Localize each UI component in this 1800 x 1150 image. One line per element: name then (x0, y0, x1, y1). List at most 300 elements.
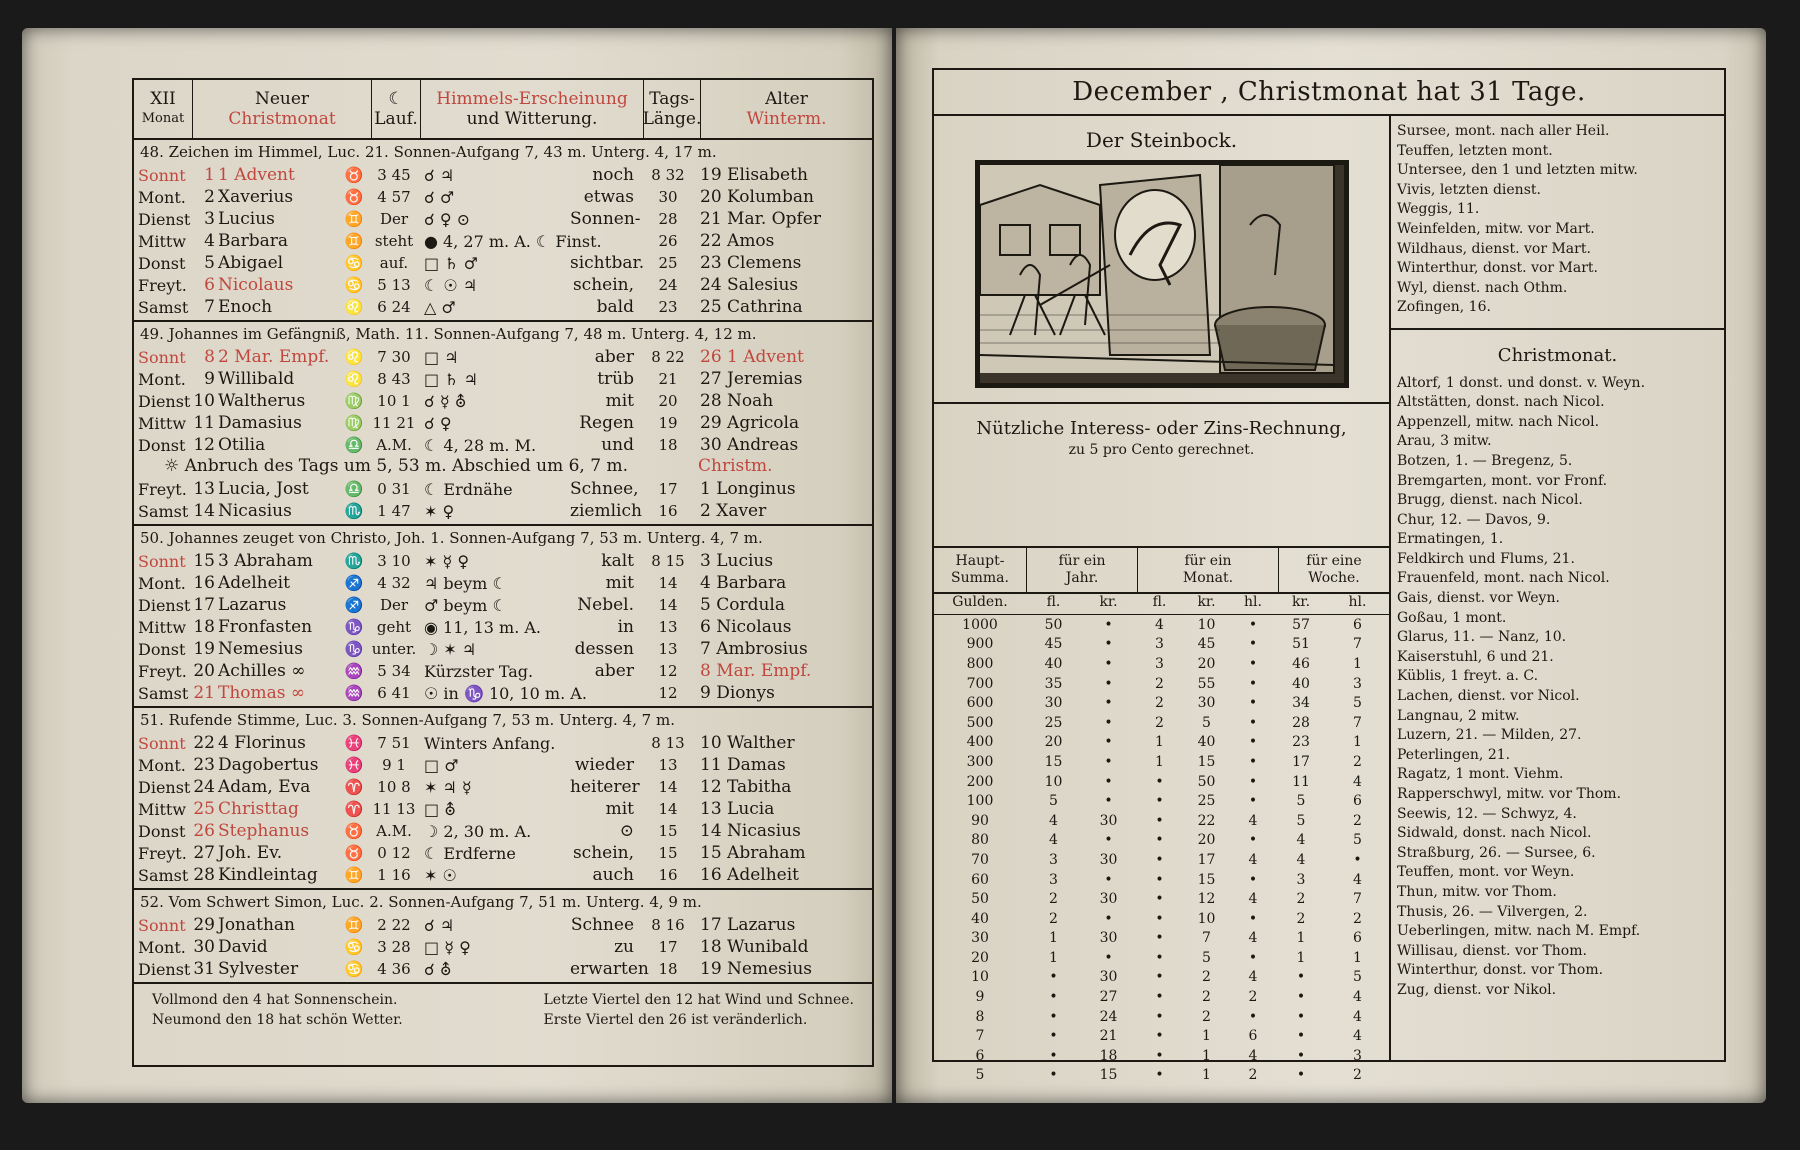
weekday: Donst (138, 639, 186, 659)
moon-time: A.M. (376, 436, 412, 454)
day-row (134, 616, 872, 638)
interest-cell: • (1155, 989, 1164, 1006)
interest-row (934, 654, 1389, 674)
interest-cell: 4 (1353, 871, 1362, 888)
weather: sichtbar. (570, 253, 645, 273)
day-row (134, 230, 872, 252)
interest-cell: • (1296, 1028, 1306, 1045)
moon-time: 7 30 (377, 348, 411, 366)
interest-cell: 1 (1155, 753, 1164, 770)
weekday: Sonnt (138, 165, 186, 185)
interest-cell: 2 (1202, 969, 1211, 986)
day-row (134, 754, 872, 776)
weekday: Freyt. (138, 275, 187, 295)
market-entry: Seewis, 12. — Schwyz, 4. (1397, 805, 1577, 822)
moon-time: 3 10 (377, 552, 411, 570)
market-entry: Teuffen, letzten mont. (1397, 142, 1553, 159)
day-row (134, 500, 872, 522)
interest-cell: 6 (1353, 930, 1362, 947)
interest-row (934, 772, 1389, 792)
aspect: △ ♂ (424, 297, 456, 317)
day-number: 18 (193, 617, 215, 637)
day-number: 10 (193, 391, 215, 411)
market-entry: Brugg, dienst. nach Nicol. (1397, 492, 1583, 509)
zodiac-sign: ♌ (344, 298, 364, 316)
zodiac-sign: ♎ (344, 436, 364, 454)
principal-header: Haupt- Summa. (934, 548, 1027, 592)
interest-cell: 35 (1044, 675, 1063, 692)
saint-name: Jonathan (218, 915, 295, 935)
interest-cell: • (1104, 675, 1113, 692)
aspect: ☌ ☿ ⛢ (424, 391, 467, 411)
market-entry: Zofingen, 16. (1397, 299, 1491, 316)
saint-name: Otilia (218, 435, 266, 455)
old-calendar-saint: 6 Nicolaus (700, 617, 792, 637)
interest-cell: 20 (1044, 734, 1063, 751)
zodiac-sign: ♑ (344, 640, 364, 658)
weekday: Samst (138, 297, 189, 317)
aspect: ✶ ☉ (424, 865, 457, 885)
market-entry: Winterthur, donst. vor Thom. (1397, 962, 1604, 979)
interest-cell: 30 (1099, 969, 1118, 986)
interest-cell: 15 (1197, 753, 1216, 770)
interest-cell: 5 (1296, 812, 1306, 829)
interest-cell: 7 (1202, 930, 1211, 947)
old-calendar-saint: 28 Noah (700, 391, 774, 411)
interest-cell: 2 (1248, 989, 1258, 1006)
market-entry: Kaiserstuhl, 6 und 21. (1397, 648, 1554, 665)
day-row (134, 412, 872, 434)
market-entry: Arau, 3 mitw. (1397, 433, 1492, 450)
weather: ziemlich (570, 501, 642, 521)
day-number: 31 (193, 959, 215, 979)
market-entry: Teuffen, mont. vor Weyn. (1397, 864, 1575, 881)
interest-cell: • (1104, 636, 1113, 653)
weekday: Mont. (138, 573, 186, 593)
interest-cell: 800 (966, 655, 994, 672)
aspect: □ ♂ (424, 755, 459, 775)
old-calendar-saint: 3 Lucius (700, 551, 774, 571)
market-entry: Frauenfeld, mont. nach Nicol. (1397, 570, 1610, 587)
moon-time: 2 22 (377, 916, 411, 934)
calendar-week (134, 708, 872, 890)
saint-name: 1 Advent (218, 165, 295, 185)
moon-time: 10 1 (377, 392, 411, 410)
aspect: ☾ Erdferne (424, 843, 516, 863)
interest-cell: • (1104, 793, 1113, 810)
old-calendar-saint: 12 Tabitha (700, 777, 792, 797)
market-entry: Weggis, 11. (1397, 201, 1480, 218)
per-month-header: für ein Monat. (1138, 548, 1279, 592)
interest-cell: 2 (1155, 714, 1164, 731)
interest-cell: 23 (1292, 734, 1310, 751)
day-number: 3 (204, 209, 215, 229)
interest-cell: • (1104, 655, 1113, 672)
interest-cell: 40 (1044, 655, 1063, 672)
interest-cell: 10 (1044, 773, 1063, 790)
moon-time: 3 28 (377, 938, 411, 956)
weather: Sonnen- (570, 209, 641, 229)
interest-cell: • (1049, 969, 1058, 986)
day-row (134, 368, 872, 390)
market-entry: Küblis, 1 freyt. a. C. (1397, 668, 1539, 685)
old-calendar-saint: 13 Lucia (700, 799, 775, 819)
old-calendar-saint: 4 Barbara (700, 573, 787, 593)
interest-cell: 1 (1049, 930, 1058, 947)
day-length: 20 (658, 392, 678, 410)
zodiac-heading: Der Steinbock. (1085, 128, 1238, 152)
interest-cell: 4 (1296, 832, 1306, 849)
moon-time: steht (374, 232, 414, 250)
interest-cell: 10 (1197, 616, 1216, 633)
weather: dessen (574, 639, 634, 659)
weather: etwas (583, 187, 634, 207)
day-number: 1 (204, 165, 215, 185)
saint-name: Fronfasten (218, 617, 313, 637)
interest-cell: 15 (1197, 871, 1216, 888)
interest-cell: 4 (1353, 989, 1362, 1006)
interest-cell: 6 (975, 1047, 985, 1064)
moon-time: 1 47 (377, 502, 411, 520)
notes-right: Letzte Viertel den 12 hat Wind und Schnee. Erste Viertel den 26 ist veränderlich. (543, 992, 854, 1028)
zodiac-sign: ♊ (344, 210, 364, 228)
weather: aber (594, 347, 634, 367)
day-row (134, 390, 872, 412)
old-calendar-saint: 7 Ambrosius (700, 639, 808, 659)
saint-name: 3 Abraham (218, 551, 313, 571)
day-length: 8 16 (651, 916, 685, 934)
interest-cell: 45 (1044, 636, 1063, 653)
interest-cell: • (1248, 910, 1258, 927)
calendar-week (134, 322, 872, 526)
market-entry: Lachen, dienst. vor Nicol. (1397, 688, 1580, 705)
aspect: □ ♄ ♂ (424, 253, 478, 273)
day-number: 9 (204, 369, 215, 389)
weather: Regen (579, 413, 634, 433)
market-entry: Thusis, 26. — Vilvergen, 2. (1397, 903, 1588, 920)
zodiac-sign: ♉ (344, 844, 364, 862)
old-calendar-saint: 30 Andreas (700, 435, 799, 455)
interest-cell: 2 (1353, 910, 1362, 927)
day-length: 13 (658, 618, 678, 636)
interest-cell: • (1296, 989, 1306, 1006)
interest-cell: 30 (1099, 930, 1118, 947)
day-number: 21 (193, 683, 215, 703)
interest-cell: • (1248, 753, 1258, 770)
per-year-header: für ein Jahr. (1027, 548, 1138, 592)
interest-cell: 20 (1197, 832, 1216, 849)
interest-cell: 50 (1044, 616, 1063, 633)
aspect: ☽ 2, 30 m. A. (424, 821, 532, 841)
interest-cell: • (1155, 930, 1164, 947)
market-entry: Rapperschwyl, mitw. vor Thom. (1397, 786, 1622, 802)
interest-cell: 1 (1353, 949, 1362, 966)
interest-cell: • (1155, 832, 1164, 849)
day-length: 8 15 (651, 552, 685, 570)
interest-cell: 22 (1197, 812, 1216, 829)
moon-time: Der (379, 596, 409, 614)
day-row (134, 958, 872, 980)
day-length: 15 (658, 822, 678, 840)
interest-cell: 15 (1044, 753, 1063, 770)
day-number: 5 (204, 253, 215, 273)
interest-row (934, 929, 1389, 949)
interest-cell: • (1155, 773, 1164, 790)
market-entry: Wyl, dienst. nach Othm. (1397, 279, 1568, 296)
moon-time: 6 41 (377, 684, 411, 702)
aspect: ✶ ☿ ♀ (424, 551, 470, 571)
interest-row (934, 733, 1389, 753)
old-calendar-saint: 24 Salesius (700, 275, 799, 295)
interest-cell: 3 (1353, 675, 1362, 692)
interest-cell: 2 (1049, 910, 1058, 927)
old-calendar-saint: 26 1 Advent (700, 347, 804, 367)
day-length: 13 (658, 756, 678, 774)
saint-name: Adam, Eva (218, 777, 311, 797)
interest-cell: • (1155, 812, 1164, 829)
aspect: ☌ ♀ (424, 413, 452, 433)
interest-cell: • (1248, 773, 1258, 790)
interest-cell: 100 (966, 793, 994, 810)
market-entry: Feldkirch und Flums, 21. (1397, 550, 1575, 567)
day-number: 8 (204, 347, 215, 367)
interest-cell: • (1104, 616, 1113, 633)
moon-time: 9 1 (382, 756, 406, 774)
interest-cell: • (1353, 851, 1362, 868)
interest-cell: 1 (1353, 655, 1362, 672)
interest-cell: 1 (1202, 1047, 1211, 1064)
day-row (134, 820, 872, 842)
old-calendar-saint: 19 Elisabeth (700, 165, 808, 185)
day-length: 17 (658, 938, 678, 956)
interest-cell: • (1155, 871, 1164, 888)
interest-cell: 4 (1248, 812, 1258, 829)
aspect: ☽ ✶ ♃ (424, 639, 477, 659)
day-length: 28 (658, 210, 678, 228)
day-number: 17 (193, 595, 215, 615)
weekday: Dienst (138, 391, 191, 411)
zodiac-sign: ♑ (344, 618, 364, 636)
interest-table-header (934, 548, 1389, 594)
interest-cell: 10 (1197, 910, 1216, 927)
day-row (134, 798, 872, 820)
zodiac-sign: ♐ (344, 596, 364, 614)
saint-name: Lucius (218, 209, 275, 229)
weekday: Mittw (138, 413, 187, 433)
interest-cell: 8 (975, 1008, 985, 1025)
day-row (134, 274, 872, 296)
month-column-header: XII Monat (134, 80, 193, 138)
saint-name: Nicolaus (218, 275, 294, 295)
aspect: Winters Anfang. (424, 733, 556, 753)
saint-name: Nicasius (218, 501, 292, 521)
interest-cell: 6 (1353, 793, 1362, 810)
aspect: ◉ 11, 13 m. A. (424, 617, 542, 637)
day-row (134, 252, 872, 274)
zodiac-sign: ♌ (344, 348, 364, 366)
interest-cell: • (1248, 1008, 1258, 1025)
moon-phase-notes (134, 984, 872, 1036)
interest-cell: 1 (1202, 1028, 1211, 1045)
day-number: 15 (193, 551, 215, 571)
interest-cell: • (1248, 793, 1258, 810)
old-calendar-saint: 19 Nemesius (700, 959, 812, 979)
interest-cell: • (1104, 734, 1113, 751)
interest-cell: • (1049, 1067, 1058, 1084)
interest-cell: • (1049, 1028, 1058, 1045)
moon-time: A.M. (376, 822, 412, 840)
zodiac-sign: ♈ (344, 778, 364, 796)
old-calendar-saint: 10 Walther (700, 733, 795, 753)
interest-cell: 7 (1353, 636, 1362, 653)
market-entry: Ermatingen, 1. (1397, 531, 1504, 548)
day-row (134, 914, 872, 936)
interest-cell: 2 (1049, 891, 1058, 908)
interest-row (934, 811, 1389, 831)
interest-row (934, 850, 1389, 870)
aspect: ☾ 4, 28 m. M. (424, 435, 537, 455)
interest-cell: • (1155, 949, 1164, 966)
interest-cell: 4 (1248, 1047, 1258, 1064)
zodiac-sign: ♓ (344, 734, 364, 752)
moon-time: 0 12 (377, 844, 411, 862)
interest-cell: 30 (971, 930, 989, 947)
interest-cell: 3 (1049, 851, 1058, 868)
weekday: Donst (138, 253, 186, 273)
weekday: Sonnt (138, 347, 186, 367)
interest-cell: 4 (1049, 832, 1058, 849)
moon-time: 0 31 (377, 480, 411, 498)
interest-cell: 3 (1049, 871, 1058, 888)
interest-cell: 45 (1197, 636, 1216, 653)
day-row (134, 208, 872, 230)
interest-cell: 1 (1202, 1067, 1211, 1084)
old-calendar-saint: 25 Cathrina (700, 297, 803, 317)
weekday: Mittw (138, 617, 187, 637)
market-entry: Ragatz, 1 mont. Viehm. (1397, 766, 1564, 783)
saint-name: 4 Florinus (218, 733, 306, 753)
day-length: 16 (658, 502, 678, 520)
zodiac-sign: ♊ (344, 866, 364, 884)
market-entry: Willisau, dienst. vor Thom. (1397, 942, 1587, 959)
interest-cell: 2 (1155, 675, 1164, 692)
interest-cell: 4 (1296, 851, 1306, 868)
interest-cell: • (1155, 891, 1164, 908)
interest-cell: 6 (1248, 1028, 1258, 1045)
old-calendar-saint: 11 Damas (700, 755, 786, 775)
old-calendar-saint: 18 Wunibald (700, 937, 809, 957)
week-title: 48. Zeichen im Himmel, Luc. 21. Sonnen-Aufgang 7, 43 m. Unterg. 4, 17 m. (140, 143, 717, 161)
interest-cell: 4 (1353, 1008, 1362, 1025)
interest-cell: 25 (1044, 714, 1063, 731)
interest-cell: 80 (971, 832, 989, 849)
interest-cell: • (1248, 949, 1258, 966)
interest-row (934, 635, 1389, 655)
interest-cell: • (1248, 616, 1258, 633)
market-entry: Sidwald, donst. nach Nicol. (1397, 825, 1592, 842)
interest-cell: • (1248, 636, 1258, 653)
saint-name: Lucia, Jost (218, 479, 309, 499)
interest-cell: 3 (1155, 636, 1164, 653)
day-number: 11 (193, 413, 215, 433)
interest-cell: • (1104, 910, 1113, 927)
saint-name: Achilles ∞ (218, 661, 306, 681)
weather: mit (605, 799, 634, 819)
moon-time: 1 16 (377, 866, 411, 884)
interest-row (934, 693, 1389, 713)
interest-cell: • (1248, 675, 1258, 692)
moon-time: auf. (379, 254, 409, 272)
right-body (934, 116, 1724, 1084)
aspect: ✶ ♃ ☿ (424, 777, 472, 797)
aspect: ☾ ☉ ♃ (424, 275, 478, 295)
day-number: 22 (193, 733, 215, 753)
moon-time: 4 32 (377, 574, 411, 592)
weekday: Freyt. (138, 661, 187, 681)
interest-section (934, 116, 1391, 1084)
day-number: 16 (193, 573, 215, 593)
interest-cell: 2 (1202, 1008, 1211, 1025)
interest-cell: 2 (1248, 1067, 1258, 1084)
day-row (134, 732, 872, 754)
interest-cell: • (1248, 655, 1258, 672)
old-calendar-header: Alter Winterm. (746, 89, 827, 129)
market-entry: Bremgarten, mont. vor Fronf. (1397, 472, 1608, 489)
saint-name: Nemesius (218, 639, 303, 659)
aspect: ♂ beym ☾ (424, 595, 507, 615)
interest-rows (934, 615, 1389, 1085)
week-title: 50. Johannes zeuget von Christo, Joh. 1. Sonnen-Aufgang 7, 53 m. Unterg. 4, 7 m. (140, 529, 763, 547)
interest-cell: 5 (1296, 793, 1306, 810)
moon-time: 3 45 (377, 166, 411, 184)
weekday: Dienst (138, 777, 191, 797)
old-calendar-saint: 1 Longinus (700, 479, 796, 499)
zodiac-sign: ♐ (344, 574, 364, 592)
day-length: 8 13 (651, 734, 685, 752)
interest-cell: • (1155, 851, 1164, 868)
day-length: 12 (658, 662, 678, 680)
interest-cell: 4 (1248, 930, 1258, 947)
day-row (134, 594, 872, 616)
saint-name: Joh. Ev. (218, 843, 283, 863)
per-week-header: für eine Woche. (1306, 553, 1362, 586)
interest-units-row: Gulden. fl. kr. fl. kr. hl. kr. hl. (934, 594, 1389, 615)
aspect: □ ⛢ (424, 799, 456, 819)
interest-row (934, 791, 1389, 811)
new-calendar-header: Neuer Christmonat (193, 80, 372, 138)
day-number: 13 (193, 479, 215, 499)
zodiac-sign: ♋ (344, 938, 364, 956)
interest-cell: • (1155, 969, 1164, 986)
weekday: Samst (138, 501, 189, 521)
market-entry: Ueberlingen, mitw. nach M. Empf. (1397, 923, 1641, 940)
interest-cell: • (1104, 714, 1113, 731)
weekday: Donst (138, 821, 186, 841)
calendar-weeks (134, 140, 872, 984)
interest-cell: • (1296, 969, 1306, 986)
old-calendar-saint: 20 Kolumban (700, 187, 814, 207)
interest-table (934, 546, 1389, 1085)
interest-cell: 4 (1248, 851, 1258, 868)
interest-cell: 40 (1292, 675, 1310, 692)
weather: schein, (572, 843, 634, 863)
aspect: □ ♄ ♃ (424, 369, 478, 389)
market-entry: Weinfelden, mitw. vor Mart. (1397, 220, 1595, 237)
day-length: 30 (658, 188, 678, 206)
interest-row (934, 615, 1389, 635)
moon-course-header: ☾ Lauf. (372, 80, 421, 138)
interest-cell: 5 (975, 1067, 985, 1084)
